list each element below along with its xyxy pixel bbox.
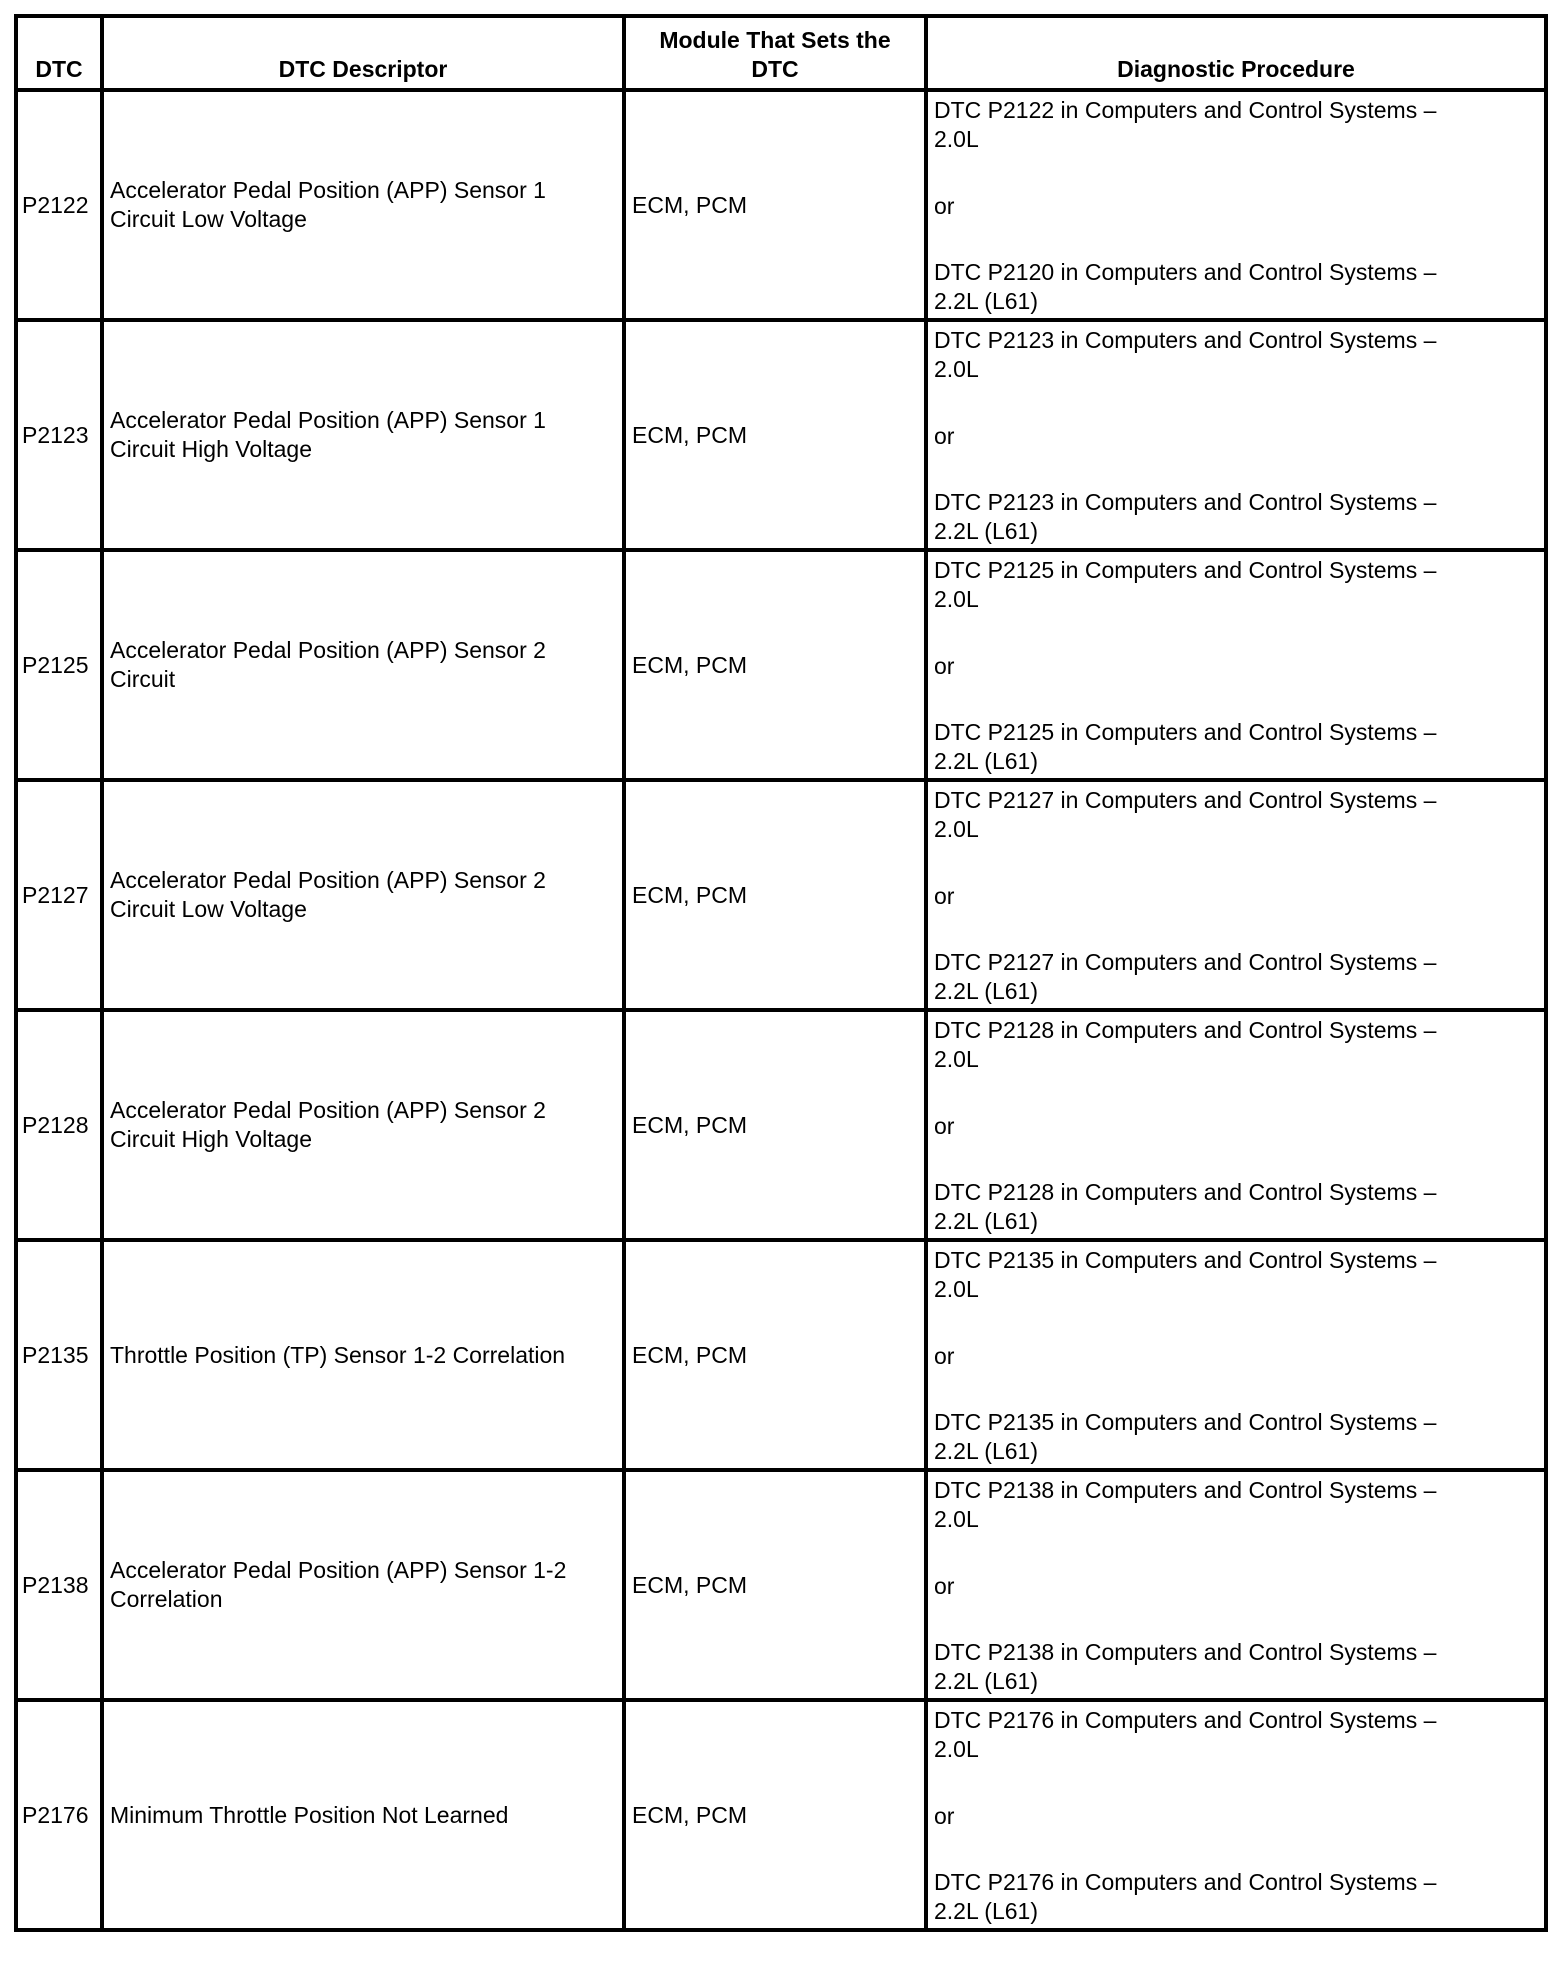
procedure-link-2-0l[interactable]: DTC P2122 in Computers and Control Systems – 2.0L [934, 97, 1437, 152]
table-row [16, 550, 1546, 780]
dtc-descriptor: Throttle Position (TP) Sensor 1-2 Correlation [102, 1240, 624, 1470]
dtc-code: P2138 [16, 1470, 102, 1700]
procedure-link-2-2l[interactable]: DTC P2128 in Computers and Control Systems – 2.2L (L61) [934, 1179, 1437, 1234]
procedure-or: or [934, 192, 955, 219]
table-row [16, 780, 1546, 1010]
procedure-link-2-2l[interactable]: DTC P2138 in Computers and Control Systems – 2.2L (L61) [934, 1639, 1437, 1694]
table-row [16, 1010, 1546, 1240]
dtc-descriptor: Accelerator Pedal Position (APP) Sensor 2 Circuit Low Voltage [102, 780, 624, 1010]
header-descriptor: DTC Descriptor [102, 16, 624, 90]
header-procedure: Diagnostic Procedure [926, 16, 1546, 90]
dtc-procedure [926, 1470, 1546, 1700]
procedure-link-2-0l[interactable]: DTC P2127 in Computers and Control Systems – 2.0L [934, 787, 1437, 842]
procedure-link-2-2l[interactable]: DTC P2120 in Computers and Control Systems – 2.2L (L61) [934, 259, 1437, 314]
dtc-descriptor: Accelerator Pedal Position (APP) Sensor 2 Circuit [102, 550, 624, 780]
procedure-link-2-0l[interactable]: DTC P2128 in Computers and Control Systems – 2.0L [934, 1017, 1437, 1072]
dtc-code: P2127 [16, 780, 102, 1010]
procedure-link-2-0l[interactable]: DTC P2125 in Computers and Control Systems – 2.0L [934, 557, 1437, 612]
dtc-descriptor: Accelerator Pedal Position (APP) Sensor 1 Circuit Low Voltage [102, 90, 624, 320]
dtc-module: ECM, PCM [624, 1700, 926, 1930]
procedure-link-2-0l[interactable]: DTC P2176 in Computers and Control Systems – 2.0L [934, 1707, 1437, 1762]
table-row [16, 320, 1546, 550]
procedure-or: or [934, 1572, 955, 1599]
dtc-descriptor: Accelerator Pedal Position (APP) Sensor 1-2 Correlation [102, 1470, 624, 1700]
dtc-module: ECM, PCM [624, 1240, 926, 1470]
procedure-or: or [934, 422, 955, 449]
dtc-procedure [926, 780, 1546, 1010]
header-module: Module That Sets the DTC [624, 16, 926, 90]
procedure-link-2-0l[interactable]: DTC P2123 in Computers and Control Systems – 2.0L [934, 327, 1437, 382]
dtc-procedure [926, 550, 1546, 780]
dtc-code: P2135 [16, 1240, 102, 1470]
dtc-module: ECM, PCM [624, 550, 926, 780]
dtc-descriptor: Minimum Throttle Position Not Learned [102, 1700, 624, 1930]
table-row [16, 90, 1546, 320]
table-row [16, 1240, 1546, 1470]
dtc-procedure [926, 1700, 1546, 1930]
dtc-code: P2123 [16, 320, 102, 550]
dtc-module: ECM, PCM [624, 1470, 926, 1700]
procedure-or: or [934, 1802, 955, 1829]
dtc-code: P2176 [16, 1700, 102, 1930]
procedure-link-2-2l[interactable]: DTC P2127 in Computers and Control Systems – 2.2L (L61) [934, 949, 1437, 1004]
dtc-module: ECM, PCM [624, 320, 926, 550]
dtc-table [14, 14, 1548, 1932]
procedure-link-2-2l[interactable]: DTC P2125 in Computers and Control Systems – 2.2L (L61) [934, 719, 1437, 774]
dtc-code: P2122 [16, 90, 102, 320]
table-row [16, 1700, 1546, 1930]
procedure-or: or [934, 882, 955, 909]
dtc-descriptor: Accelerator Pedal Position (APP) Sensor 1 Circuit High Voltage [102, 320, 624, 550]
procedure-link-2-2l[interactable]: DTC P2135 in Computers and Control Systems – 2.2L (L61) [934, 1409, 1437, 1464]
dtc-procedure [926, 1240, 1546, 1470]
procedure-or: or [934, 1342, 955, 1369]
procedure-or: or [934, 1112, 955, 1139]
table-row [16, 1470, 1546, 1700]
dtc-code: P2128 [16, 1010, 102, 1240]
dtc-procedure [926, 1010, 1546, 1240]
procedure-link-2-0l[interactable]: DTC P2135 in Computers and Control Systems – 2.0L [934, 1247, 1437, 1302]
procedure-link-2-2l[interactable]: DTC P2123 in Computers and Control Systems – 2.2L (L61) [934, 489, 1437, 544]
dtc-module: ECM, PCM [624, 780, 926, 1010]
header-dtc: DTC [16, 16, 102, 90]
dtc-module: ECM, PCM [624, 1010, 926, 1240]
header-row [16, 16, 1546, 90]
procedure-or: or [934, 652, 955, 679]
procedure-link-2-2l[interactable]: DTC P2176 in Computers and Control Systems – 2.2L (L61) [934, 1869, 1437, 1924]
dtc-code: P2125 [16, 550, 102, 780]
dtc-procedure [926, 90, 1546, 320]
procedure-link-2-0l[interactable]: DTC P2138 in Computers and Control Systems – 2.0L [934, 1477, 1437, 1532]
table-body [16, 90, 1546, 1930]
dtc-procedure [926, 320, 1546, 550]
dtc-descriptor: Accelerator Pedal Position (APP) Sensor 2 Circuit High Voltage [102, 1010, 624, 1240]
dtc-module: ECM, PCM [624, 90, 926, 320]
